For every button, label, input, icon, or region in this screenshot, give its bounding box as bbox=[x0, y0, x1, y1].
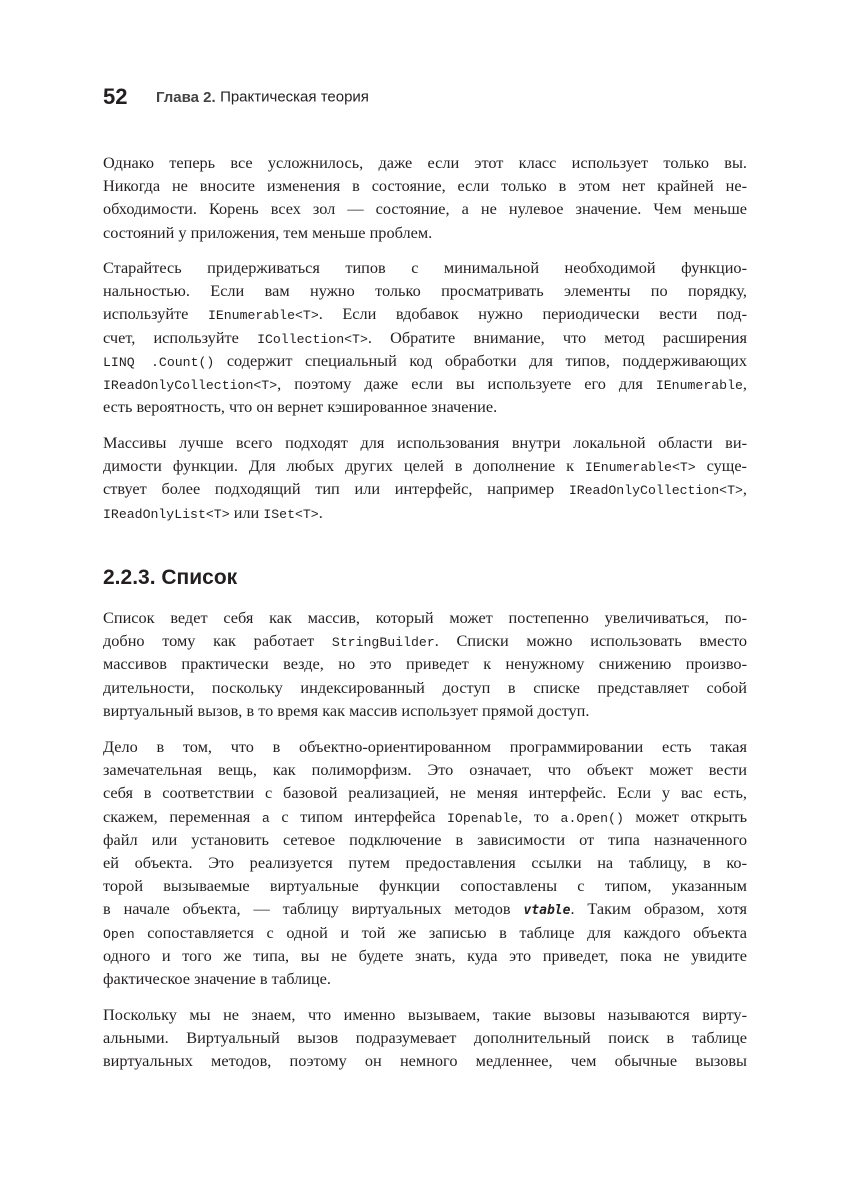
text-run: содержит специальный код обработки для типов, поддерживающих bbox=[214, 350, 747, 370]
text-run: димости функции. Для любых других целей в дополнение к bbox=[103, 456, 585, 476]
code-vtable: vtable bbox=[523, 903, 571, 919]
text-line: Дело в том, что в объектно-ориентированном программировании есть такая bbox=[103, 737, 747, 756]
text-run: с типом интерфейса bbox=[269, 806, 448, 826]
text-line bbox=[103, 629, 747, 652]
text-line: файл или установить сетевое подключение в зависимости от типа назначенного bbox=[103, 829, 747, 849]
paragraph-6 bbox=[103, 1003, 747, 1073]
text-line bbox=[103, 805, 747, 828]
text-run: , bbox=[742, 373, 747, 393]
text-line bbox=[103, 302, 747, 325]
text-run: сопоставляется с одной и той же записью в таблице для каждого объекта bbox=[134, 922, 747, 942]
code-ienumerable: IEnumerable<T> bbox=[207, 308, 319, 324]
text-run: ствует более подходящий тип или интерфейс, например bbox=[103, 479, 569, 499]
text-line: фактическое значение в таблице. bbox=[103, 968, 331, 988]
code-stringbuilder: StringBuilder bbox=[331, 635, 435, 651]
text-line: ей объекта. Это реализуется путем предоставления ссылки на таблицу, в ко- bbox=[103, 852, 747, 872]
running-head bbox=[103, 84, 369, 114]
code-a: a bbox=[261, 810, 270, 826]
text-line: себя в соответствии с базовой реализацией, не меняя интерфейс. Если у вас есть, bbox=[103, 783, 747, 803]
text-line: Поскольку мы не знаем, что именно вызываем, такие вызовы называются вирту- bbox=[103, 1005, 747, 1024]
text-line: альными. Виртуальный вызов подразумевает дополнительный поиск в таблице bbox=[103, 1028, 747, 1048]
text-run: . Списки можно использовать вместо bbox=[434, 631, 747, 651]
text-run: используйте bbox=[103, 304, 208, 324]
text-line bbox=[103, 501, 747, 524]
paragraph-5 bbox=[103, 735, 747, 990]
paragraph-4 bbox=[103, 606, 747, 722]
code-a-open: a.Open() bbox=[560, 810, 624, 826]
text-run: . Если вдобавок нужно периодически вести под- bbox=[318, 304, 747, 324]
text-run: , bbox=[742, 479, 747, 499]
text-line: обходимости. Корень всех зол — состояние, а не нулевое значение. Чем меньше bbox=[103, 199, 747, 219]
code-ireadonlylist: IReadOnlyList<T> bbox=[103, 506, 230, 522]
text-line bbox=[103, 326, 747, 349]
text-line: нальностью. Если вам нужно только просматривать элементы по порядку, bbox=[103, 281, 747, 301]
text-run: , поэтому даже если вы используете его для bbox=[277, 373, 656, 393]
text-line: массивов практически везде, но это приведет к ненужному снижению произво- bbox=[103, 654, 747, 674]
text-line bbox=[103, 897, 747, 920]
text-line: виртуальных методов, поэтому он немного медленнее, чем обычные вызовы bbox=[103, 1051, 747, 1071]
code-ireadonlycollection: IReadOnlyCollection<T> bbox=[103, 377, 278, 393]
text-run: суще- bbox=[695, 456, 747, 476]
code-ienumerable: IEnumerable bbox=[655, 377, 743, 393]
paragraph-2 bbox=[103, 256, 747, 418]
text-run: скажем, переменная bbox=[103, 806, 262, 826]
text-run: . bbox=[318, 502, 323, 522]
paragraph-3 bbox=[103, 431, 747, 524]
code-ienumerable: IEnumerable<T> bbox=[584, 460, 696, 476]
text-line: Массивы лучше всего подходят для использования внутри локальной области ви- bbox=[103, 433, 747, 452]
text-line: торой вызываемые виртуальные функции сопоставлены с типом, указанным bbox=[103, 876, 747, 896]
code-linq-count: LINQ .Count() bbox=[103, 354, 215, 370]
chapter-label: Глава 2. bbox=[155, 88, 216, 106]
text-line bbox=[103, 921, 747, 944]
text-line: есть вероятность, что он вернет кэшированное значение. bbox=[103, 397, 498, 417]
text-line: Однако теперь все усложнилось, даже если этот класс использует только вы. bbox=[103, 153, 747, 172]
section-heading: 2.2.3. Список bbox=[103, 566, 238, 589]
text-run: . Обратите внимание, что метод расширения bbox=[367, 327, 747, 347]
text-line: дительности, поскольку индексированный доступ в списке представляет собой bbox=[103, 677, 747, 697]
text-run: в начале объекта, — таблицу виртуальных методов bbox=[103, 899, 524, 919]
paragraph-1 bbox=[103, 151, 747, 244]
text-line: состояний у приложения, тем меньше проблем. bbox=[103, 222, 433, 242]
text-run: , то bbox=[518, 806, 561, 826]
text-line: замечательная вещь, как полиморфизм. Это означает, что объект может вести bbox=[103, 760, 747, 780]
text-line: Старайтесь придерживаться типов с минимальной необходимой функцио- bbox=[103, 258, 747, 277]
text-line bbox=[103, 349, 747, 372]
text-line: виртуальный вызов, в то время как массив использует прямой доступ. bbox=[103, 700, 590, 720]
code-ireadonlycollection: IReadOnlyCollection<T> bbox=[568, 483, 743, 499]
code-icollection: ICollection<T> bbox=[257, 331, 368, 347]
text-run: добно тому как работает bbox=[103, 631, 332, 651]
page-number: 52 bbox=[103, 84, 128, 109]
text-line bbox=[103, 372, 747, 395]
text-line: Никогда не вносите изменения в состояние, если только в этом нет крайней не- bbox=[103, 176, 747, 196]
text-line: одного и того же типа, вы не будете знать, куда это приведет, пока не увидите bbox=[103, 945, 747, 965]
chapter-title: Практическая теория bbox=[220, 88, 369, 106]
text-run: или bbox=[229, 502, 264, 522]
code-open: Open bbox=[103, 926, 135, 942]
code-iset: ISet<T> bbox=[263, 506, 319, 522]
text-run: счет, используйте bbox=[103, 327, 258, 347]
text-run: может открыть bbox=[623, 806, 747, 826]
text-line bbox=[103, 477, 747, 500]
text-line: Список ведет себя как массив, который может постепенно увеличиваться, по- bbox=[103, 608, 747, 627]
code-iopenable: IOpenable bbox=[447, 810, 519, 826]
text-line bbox=[103, 454, 747, 477]
text-run: . Таким образом, хотя bbox=[570, 899, 747, 919]
